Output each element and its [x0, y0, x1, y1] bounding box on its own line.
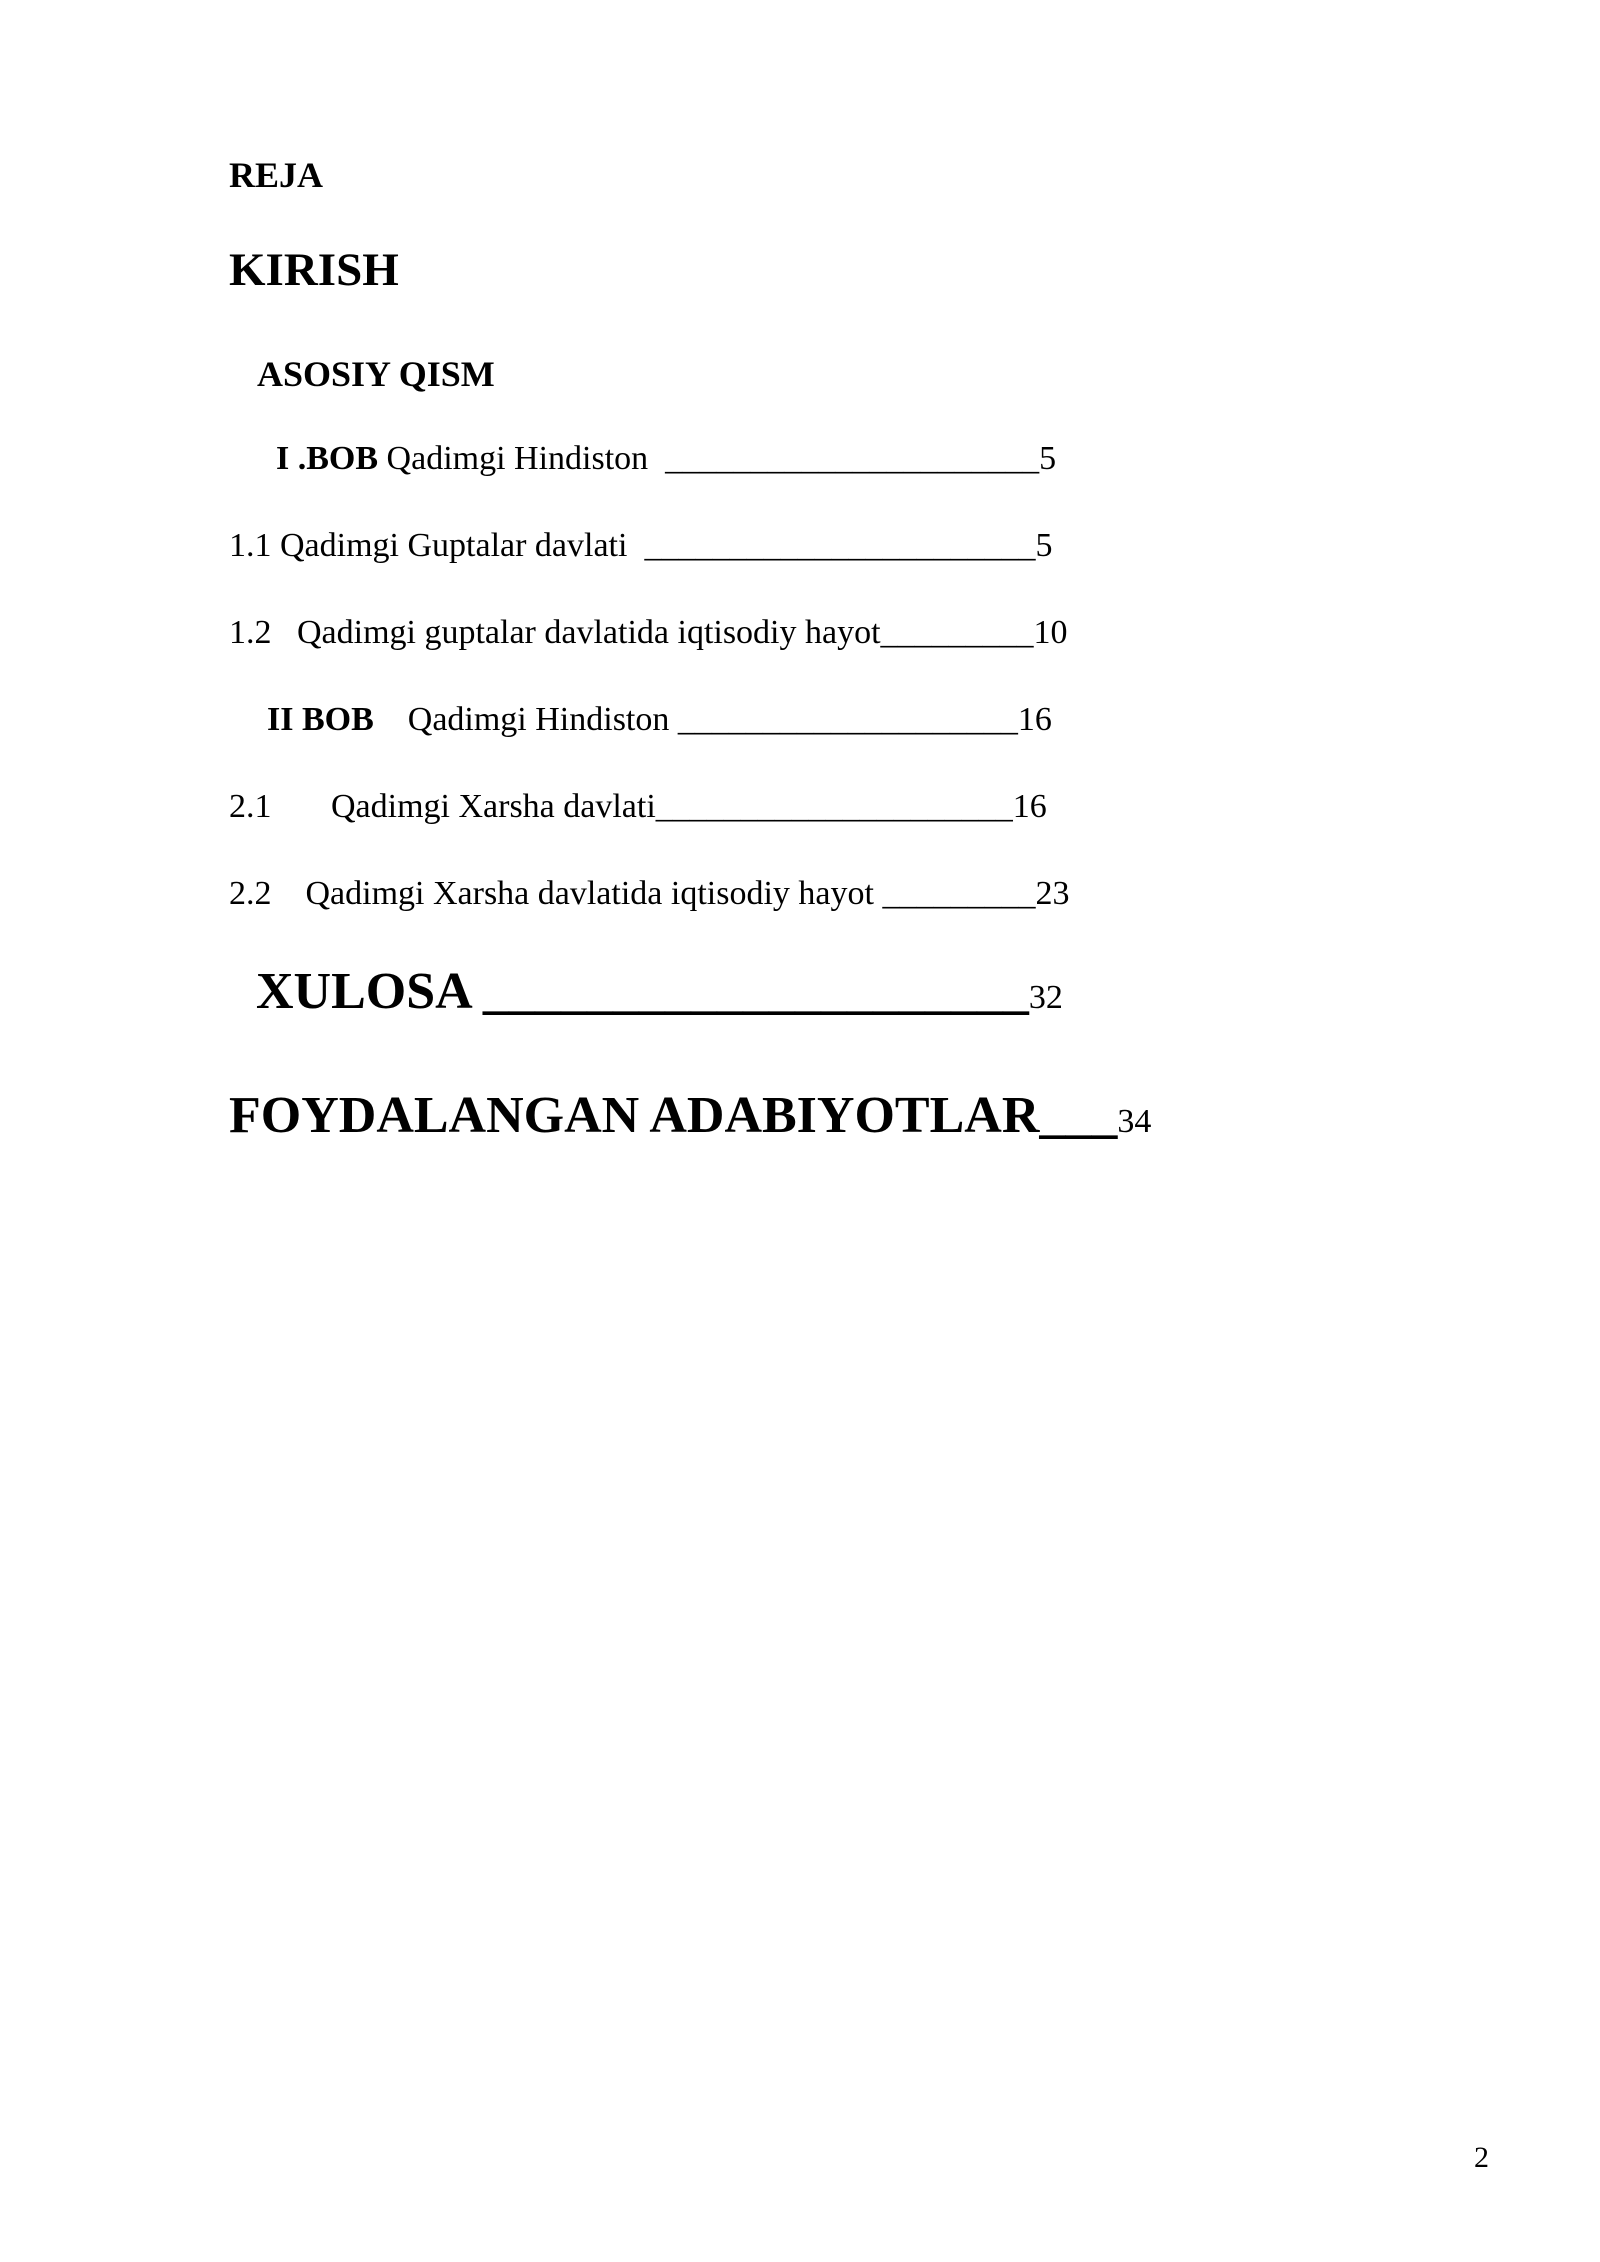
bob-2-label: II BOB	[267, 701, 374, 738]
section-2-2-leader: _________	[882, 875, 1036, 912]
section-1-1-title: 1.1 Qadimgi Guptalar davlati	[229, 527, 645, 564]
section-2-2-title: 2.2 Qadimgi Xarsha davlatida iqtisodiy hayot	[229, 875, 883, 912]
toc-entry-kirish	[229, 244, 399, 296]
toc-entry-2-2	[229, 877, 1069, 911]
bob-1-page: 5	[1039, 440, 1057, 477]
toc-entry-1-2	[229, 616, 1068, 650]
section-2-1-page: 16	[1012, 788, 1047, 825]
section-1-2-title: 1.2 Qadimgi guptalar davlatida iqtisodiy hayot	[229, 614, 881, 651]
toc-heading-asosiy-qism	[257, 356, 495, 392]
page-number: 2	[1474, 2141, 1489, 2174]
foydalangan-page: 34	[1117, 1103, 1152, 1140]
bob-1-leader: ______________________	[665, 440, 1040, 477]
kirish-text: KIRISH	[229, 244, 399, 296]
xulosa-title: XULOSA	[256, 963, 483, 1020]
bob-1-title: Qadimgi Hindiston	[378, 440, 666, 477]
toc-heading-reja	[229, 157, 323, 193]
foydalangan-leader: ___	[1039, 1087, 1118, 1144]
section-2-2-page: 23	[1035, 875, 1070, 912]
reja-text: REJA	[229, 155, 324, 195]
bob-2-page: 16	[1017, 701, 1052, 738]
toc-entry-1-1	[229, 529, 1052, 563]
xulosa-leader: _____________________	[482, 963, 1029, 1020]
bob-2-title: Qadimgi Hindiston	[373, 701, 678, 738]
section-2-1-leader: _____________________	[655, 788, 1013, 825]
bob-2-leader: ____________________	[677, 701, 1018, 738]
asosiy-qism-text: ASOSIY QISM	[257, 354, 495, 394]
bob-1-label: I .BOB	[276, 440, 379, 477]
toc-entry-bob-2	[267, 703, 1052, 737]
xulosa-page: 32	[1028, 979, 1063, 1016]
section-1-2-page: 10	[1033, 614, 1068, 651]
toc-entry-xulosa	[256, 963, 1063, 1020]
section-2-1-title: 2.1 Qadimgi Xarsha davlati	[229, 788, 656, 825]
section-1-2-leader: _________	[880, 614, 1034, 651]
toc-entry-2-1	[229, 790, 1047, 824]
toc-entry-bob-1	[276, 442, 1056, 476]
section-1-1-page: 5	[1035, 527, 1053, 564]
toc-entry-foydalangan-adabiyotlar	[229, 1087, 1152, 1144]
foydalangan-title: FOYDALANGAN ADABIYOTLAR	[229, 1087, 1040, 1144]
section-1-1-leader: _______________________	[644, 527, 1036, 564]
